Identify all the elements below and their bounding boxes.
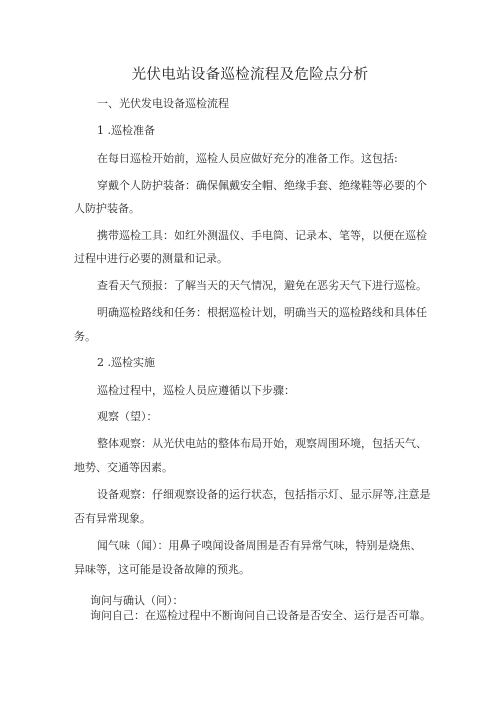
paragraph-line: 巡检过程中，巡检人员应遵循以下步骤： [97, 384, 295, 397]
paragraph-line: 务。 [74, 330, 96, 343]
paragraph-line: 设备观察：仔细观察设备的运行状态，包括指示灯、显示屏等,注意是 [97, 488, 431, 501]
paragraph-line: 整体观察：从光伏电站的整体布局开始，观察周围环境，包括天气、 [97, 437, 427, 450]
paragraph-line: 闻气味（闻）：用鼻子嗅闻设备周围是否有异常气味，特别是烧焦、 [97, 539, 422, 552]
document-title: 光伏电站设备巡检流程及危险点分析 [131, 67, 369, 83]
paragraph-line: 询问自己：在巡检过程中不断询问自己设备是否安全、运行是否可靠。 [90, 609, 431, 622]
paragraph-line: 明确巡检路线和任务：根据巡检计划，明确当天的巡检路线和具体任 [97, 306, 427, 319]
paragraph-line: 穿戴个人防护装备：确保佩戴安全帽、绝缘手套、绝缘鞋等必要的个 [97, 179, 427, 192]
paragraph-line: 在每日巡检开始前，巡检人员应做好充分的准备工作。这包括: [97, 152, 398, 165]
paragraph-line: 异味等，这可能是设备故障的预兆。 [74, 563, 250, 576]
paragraph-line: 过程中进行必要的测量和记录。 [74, 252, 228, 265]
paragraph-line: 观察（望）： [97, 410, 158, 423]
paragraph-line: 人防护装备。 [74, 202, 140, 215]
subsection-heading: 2 .巡检实施 [97, 356, 155, 369]
subsection-heading: 1 .巡检准备 [97, 124, 155, 137]
paragraph-line: 地势、交通等因素。 [74, 461, 173, 474]
paragraph-line: 查看天气预报：了解当天的天气情况，避免在恶劣天气下进行巡检。 [97, 279, 427, 292]
section-heading: 一、光伏发电设备巡检流程 [97, 97, 229, 110]
paragraph-line: 询问与确认（问）： [90, 594, 184, 607]
paragraph-line: 否有异常现象。 [74, 512, 151, 525]
paragraph-line: 携带巡检工具：如红外测温仪、手电筒、记录本、笔等，以便在巡检 [97, 229, 427, 242]
